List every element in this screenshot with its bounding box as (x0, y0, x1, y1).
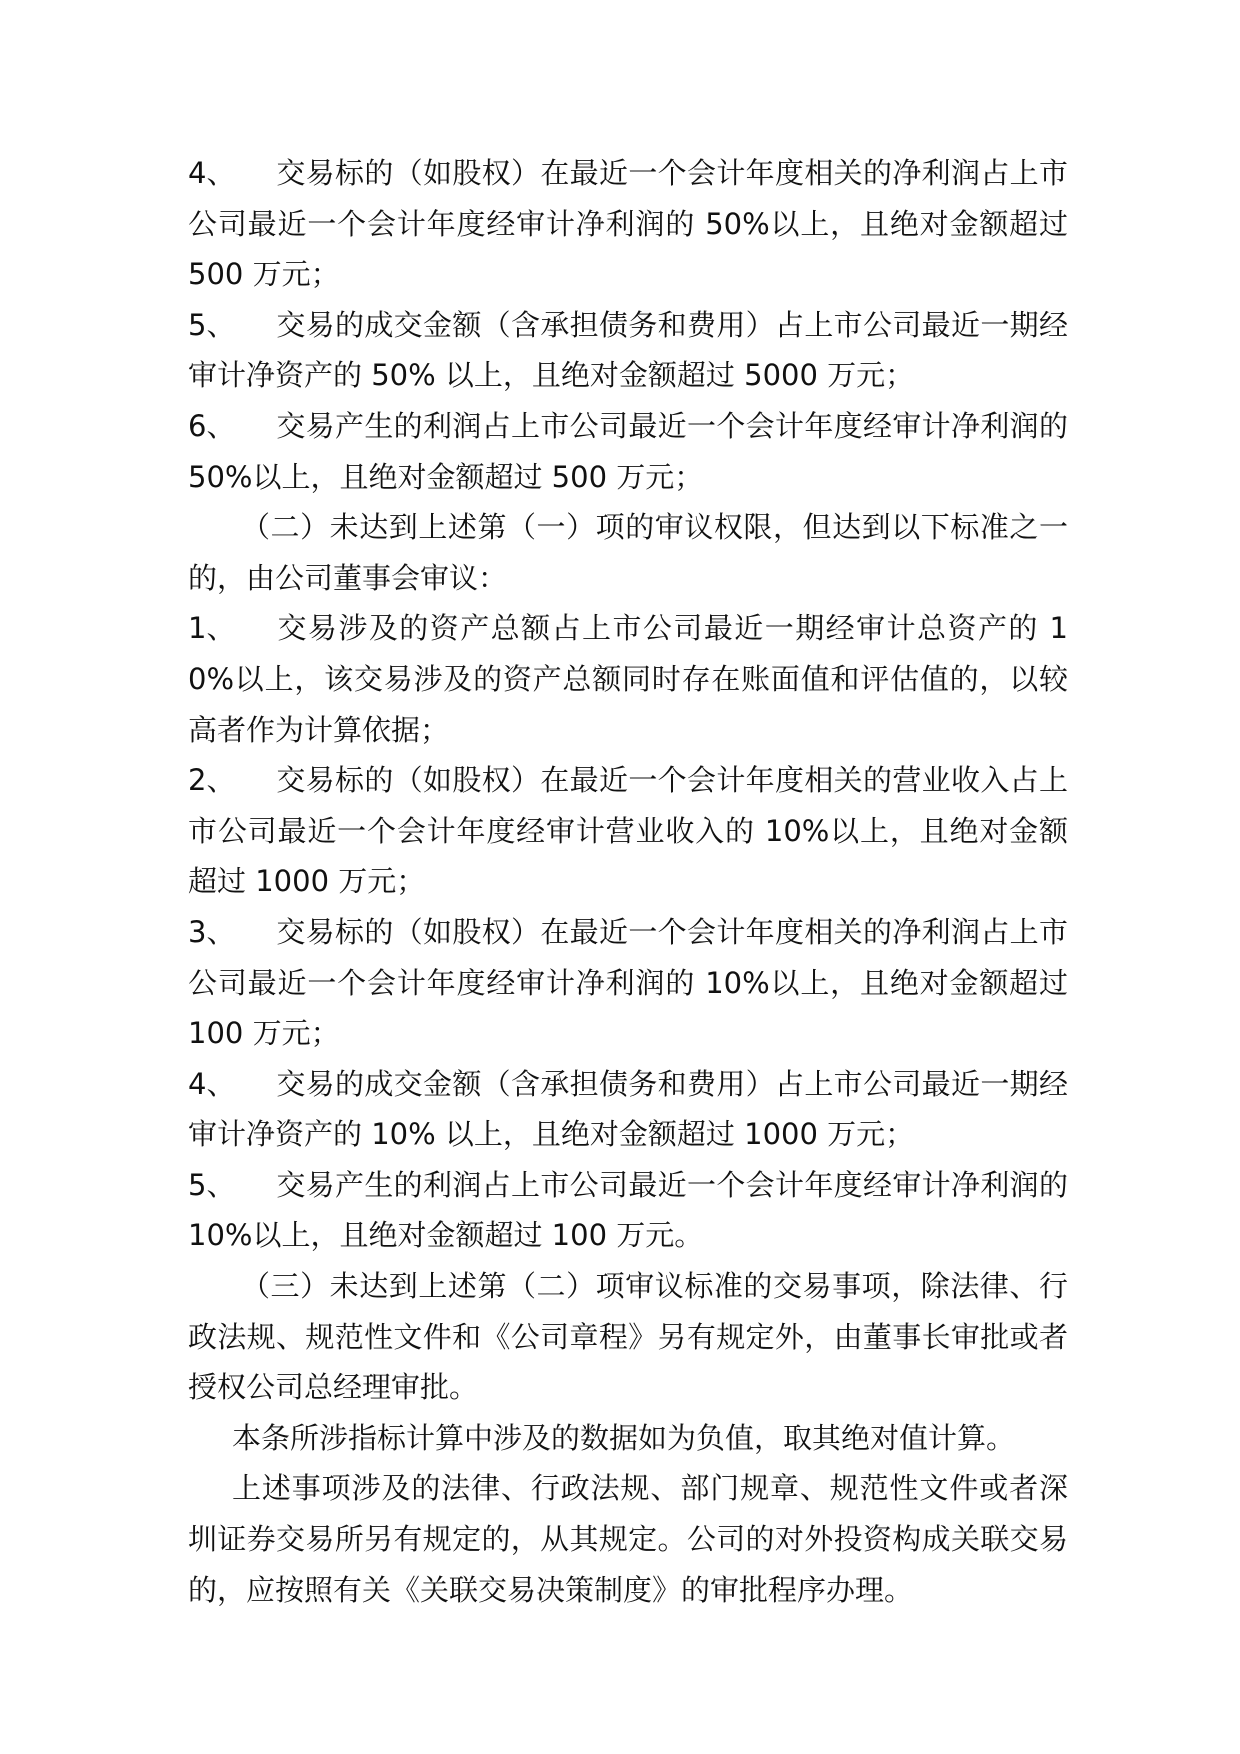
item-text: 交易产生的利润占上市公司最近一个会计年度经审计净利润的 10%以上，且绝对金额超过 100 万元。 (188, 1167, 1068, 1253)
item-number: 2、 (188, 763, 236, 798)
list-item (188, 755, 1068, 907)
section-heading: （二）未达到上述第（一）项的审议权限，但达到以下标准之一的，由公司董事会审议： (188, 510, 1068, 595)
item-number: 3、 (188, 914, 236, 949)
item-number: 5、 (188, 307, 236, 342)
list-item (188, 401, 1068, 502)
item-text: 交易的成交金额（含承担债务和费用）占上市公司最近一期经审计净资产的 10% 以上，且绝对金额超过 1000 万元； (188, 1066, 1068, 1152)
list-item (188, 300, 1068, 401)
list-item (188, 603, 1068, 755)
item-text: 交易标的（如股权）在最近一个会计年度相关的净利润占上市公司最近一个会计年度经审计净利润的 10%以上，且绝对金额超过 100 万元； (188, 914, 1068, 1051)
note-paragraph: 本条所涉指标计算中涉及的数据如为负值，取其绝对值计算。 (232, 1420, 1016, 1455)
item-number: 4、 (188, 1066, 236, 1101)
list-item (188, 1160, 1068, 1261)
note-paragraph: 上述事项涉及的法律、行政法规、部门规章、规范性文件或者深圳证券交易所另有规定的，从其规定。公司的对外投资构成关联交易的，应按照有关《关联交易决策制度》的审批程序办理。 (188, 1471, 1068, 1607)
document-body (188, 148, 1068, 1615)
item-text: 交易标的（如股权）在最近一个会计年度相关的营业收入占上市公司最近一个会计年度经审计营业收入的 10%以上，且绝对金额超过 1000 万元； (188, 763, 1068, 899)
list-item (188, 1059, 1068, 1160)
item-number: 5、 (188, 1167, 236, 1202)
item-text: 交易的成交金额（含承担债务和费用）占上市公司最近一期经审计净资产的 50% 以上，且绝对金额超过 5000 万元； (188, 307, 1068, 393)
item-number: 1、 (188, 611, 236, 646)
item-text: 交易产生的利润占上市公司最近一个会计年度经审计净利润的 50%以上，且绝对金额超过 500 万元； (188, 408, 1068, 494)
list-item (188, 148, 1068, 300)
item-number: 4、 (188, 156, 236, 190)
list-item (188, 907, 1068, 1059)
item-text: 交易涉及的资产总额占上市公司最近一期经审计总资产的 10%以上，该交易涉及的资产总额同时存在账面值和评估值的，以较高者作为计算依据； (188, 611, 1068, 747)
section-heading: （三）未达到上述第（二）项审议标准的交易事项，除法律、行政法规、规范性文件和《公司章程》另有规定外，由董事长审批或者授权公司总经理审批。 (188, 1269, 1068, 1405)
item-text: 交易标的（如股权）在最近一个会计年度相关的净利润占上市公司最近一个会计年度经审计净利润的 50%以上，且绝对金额超过 500 万元； (188, 156, 1068, 292)
item-number: 6、 (188, 408, 236, 443)
